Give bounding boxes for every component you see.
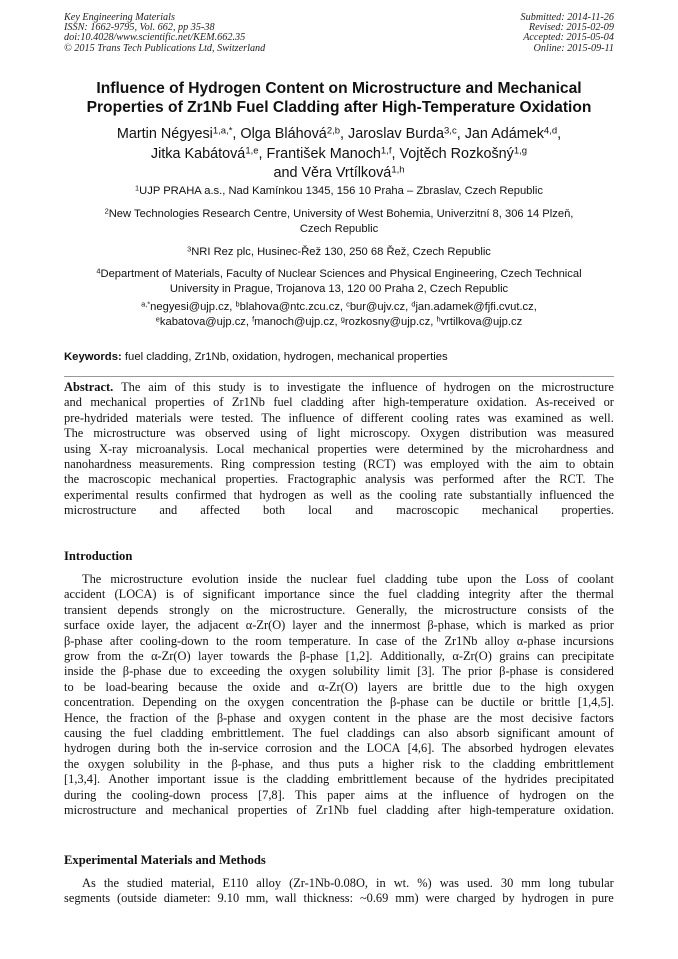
affiliation-text: University in Prague, Trojanova 13, 120 00 Praha 2, Czech Republic (169, 283, 509, 295)
author-sup: 1,g (513, 144, 528, 156)
text-line: Hence, the fraction of the β-phase and oxygen content in the phase are the most decisive factors (64, 710, 614, 725)
text-line: the macroscopic mechanical properties. Fractographic analysis was performed after the RCT. The (64, 472, 614, 487)
author-sup: 2,b (326, 125, 341, 137)
text-line: to be load-bearing because the oxide and α-Zr(O) layers are brittle due to the high oxygen (64, 679, 614, 694)
abstract-word: the (348, 380, 364, 394)
text-line: segments (outside diameter: 9.10 mm, wall thickness: ~0.69 mm) were charged by hydrogen in pure (64, 891, 614, 906)
affiliation-3 (40, 245, 638, 260)
author-list (40, 125, 638, 184)
journal-doi: doi:10.4028/www.scientific.net/KEM.662.35 (64, 32, 246, 44)
abstract-word: microstructure (541, 380, 614, 394)
email-sup: h (436, 314, 441, 324)
abstract-word: influence (371, 380, 418, 394)
affiliation-sup: 3 (187, 244, 192, 254)
email-address[interactable]: kabatova@ujp.cz, (159, 316, 253, 328)
journal-name: Key Engineering Materials (64, 12, 175, 23)
text-line: microstructure and affected both local and macroscopic mechanical properties. (64, 503, 614, 518)
abstract-word: investigate (286, 380, 341, 394)
email-address[interactable]: vrtilkova@ujp.cz (440, 316, 523, 328)
abstract-word: of (174, 380, 185, 394)
email-address[interactable]: jan.adamek@fjfi.cvut.cz, (415, 301, 537, 313)
email-address[interactable]: blahova@ntc.zcu.cz, (239, 301, 347, 313)
abstract-word: is (253, 380, 262, 394)
abstract-word: The (121, 380, 141, 394)
author-name: , František Manoch (258, 145, 381, 162)
keywords-text: fuel cladding, Zr1Nb, oxidation, hydrogen, mechanical properties (121, 351, 448, 363)
author-sup: 1,h (391, 164, 405, 176)
affiliation-text: NRI Rez plc, Husinec-Řež 130, 250 68 Řež, Czech Republic (191, 246, 491, 258)
title-line: Influence of Hydrogen Content on Microstructure and Mechanical (96, 80, 582, 97)
text-line: causing the fuel cladding embrittlement. The fuel claddings can also absorb significant amount of (64, 726, 614, 741)
email-sup: a,* (141, 299, 151, 309)
email-address[interactable]: negyesi@ujp.cz, (150, 301, 236, 313)
text-line: hydrogen during both the in-service corrosion and the LOCA [4,6]. The absorbed hydrogen elevates (64, 741, 614, 756)
email-address[interactable]: manoch@ujp.cz, (254, 316, 341, 328)
text-line: grow from the α-Zr(O) layer towards the β-phase [1,2]. Additionally, α-Zr(O) grains can precipitate (64, 649, 614, 664)
author-name: , (557, 126, 562, 142)
abstract-word: this (192, 380, 211, 394)
date-submitted: Submitted: 2014-11-26 (520, 12, 614, 23)
methods-body (64, 876, 614, 907)
author-name: and Věra Vrtílková (273, 165, 392, 181)
paper-title (40, 79, 638, 117)
journal-copyright: © 2015 Trans Tech Publications Ltd, Switzerland (64, 42, 266, 54)
text-line: surface oxide layer, the adjacent α-Zr(O) layer and the innermost β-phase, which is marked as prior (64, 618, 614, 633)
author-name: , Jan Adámek (456, 126, 544, 142)
introduction-body (64, 572, 614, 819)
keywords-label: Keywords: (64, 351, 122, 363)
email-address[interactable]: bur@ujv.cz, (349, 301, 412, 313)
abstract-word: the (518, 380, 534, 394)
text-line: microstructure and mechanical properties of Zr1Nb fuel cladding after high-temperature oxidation. (64, 803, 614, 818)
text-line: [1,3,4]. Another important issue is the cladding embrittlement because of the hydrides precipitated (64, 772, 614, 787)
email-sup: d (411, 299, 416, 309)
text-line: The microstructure was observed using of light microscopy. Oxygen distribution was measured (64, 426, 614, 441)
text-line: experimental results confirmed that hydrogen as well as the cooling rate substantially influenced the (64, 487, 614, 502)
email-address[interactable]: rozkosny@ujp.cz, (344, 316, 437, 328)
text-line: β-phase after cooling-down to the room temperature. In case of the Zr1Nb alloy α-phase incursions (64, 633, 614, 648)
text-line: during the cooling-down process [7,8]. This paper aims at the influence of hydrogen on the (64, 787, 614, 802)
text-line: transient depends strongly on the microstructure. Generally, the microstructure consists of the (64, 602, 614, 617)
abstract-word: hydrogen (443, 380, 491, 394)
abstract-word: on (498, 380, 511, 394)
text-line: concentration. Depending on the oxygen concentration the β-phase can be ductile or brittle [1,4,5]. (64, 695, 614, 710)
abstract-line (64, 380, 614, 395)
author-sup: 1,e (245, 144, 259, 156)
text-line: and mechanical properties of Zr1Nb fuel cladding after high-temperature oxidation. As-received or (64, 395, 614, 410)
date-online: Online: 2015-09-11 (533, 42, 614, 54)
text-line: As the studied material, E110 alloy (Zr-1Nb-0.08O, in wt. %) was used. 30 mm long tubular (82, 876, 614, 890)
affiliation-text: Department of Materials, Faculty of Nuclear Sciences and Physical Engineering, Czech Technical (100, 268, 582, 280)
text-line: the oxygen solubility in the β-phase, and thus puts a higher risk to the cladding embrittlement (64, 756, 614, 771)
author-name: Martin Négyesi (116, 126, 213, 142)
keywords (64, 350, 614, 365)
email-sup: f (252, 314, 255, 324)
affiliation-sup: 1 (135, 183, 140, 193)
affiliation-1 (40, 184, 638, 199)
email-sup: b (235, 299, 240, 309)
author-line (40, 164, 638, 184)
affiliation-sup: 2 (104, 206, 109, 216)
title-line: Properties of Zr1Nb Fuel Cladding after High-Temperature Oxidation (86, 99, 592, 116)
section-heading-introduction: Introduction (64, 549, 133, 563)
text-line: nanohardness measurements. Ring compression testing (RCT) was employed with the aim to obtain (64, 457, 614, 472)
author-sup: 3,c (444, 125, 457, 137)
author-line (40, 125, 638, 145)
text-line: accident (LOCA) is of significant importance since the fuel cladding integrity after the thermal (64, 587, 614, 602)
email-list (40, 300, 638, 330)
author-sup: 1,a,* (212, 125, 233, 137)
journal-issn: ISSN: 1662-9795, Vol. 662, pp 35-38 (64, 22, 215, 34)
text-line: using X-ray microanalysis. Local mechanical properties were determined by the microhardness and (64, 441, 614, 456)
affiliation-4 (40, 267, 638, 297)
dates-header (521, 13, 614, 54)
author-sup: 4,d (543, 125, 558, 137)
affiliation-text: Czech Republic (299, 223, 379, 235)
abstract-word: to (269, 380, 280, 394)
author-line (40, 145, 638, 165)
text-line: inside the β-phase due to exceeding the oxygen solubility limit [3]. The prior β-phase is considered (64, 664, 614, 679)
affiliation-2 (40, 207, 638, 237)
affiliation-text: New Technologies Research Centre, University of West Bohemia, Univerzitní 8, 306 14 Plzeň, (108, 208, 574, 220)
author-name: , Jaroslav Burda (340, 126, 445, 142)
email-sup: c (346, 299, 350, 309)
author-name: , Vojtěch Rozkošný (391, 145, 514, 162)
journal-header (64, 13, 265, 54)
date-accepted: Accepted: 2015-05-04 (523, 32, 614, 44)
email-sup: g (340, 314, 345, 324)
abstract-word: study (218, 380, 246, 394)
divider (64, 376, 614, 377)
affiliation-sup: 4 (96, 266, 101, 276)
text-line: pre-hydrided materials were tested. The influence of different cooling rates was examined as well. (64, 410, 614, 425)
text-line: The microstructure evolution inside the nuclear fuel cladding tube upon the Loss of coolant (82, 572, 614, 586)
abstract (64, 380, 614, 519)
date-revised: Revised: 2015-02-09 (528, 22, 614, 34)
author-name: , Olga Bláhová (232, 126, 327, 142)
author-name: Jitka Kabátová (150, 145, 246, 162)
section-heading-methods: Experimental Materials and Methods (64, 853, 266, 867)
abstract-word: of (425, 380, 436, 394)
email-sup: e (155, 314, 160, 324)
author-sup: 1,f (380, 144, 392, 156)
affiliation-text: UJP PRAHA a.s., Nad Kamínkou 1345, 156 10 Praha – Zbraslav, Czech Republic (139, 185, 543, 197)
abstract-label: Abstract. (64, 380, 114, 394)
abstract-word: aim (148, 380, 167, 394)
